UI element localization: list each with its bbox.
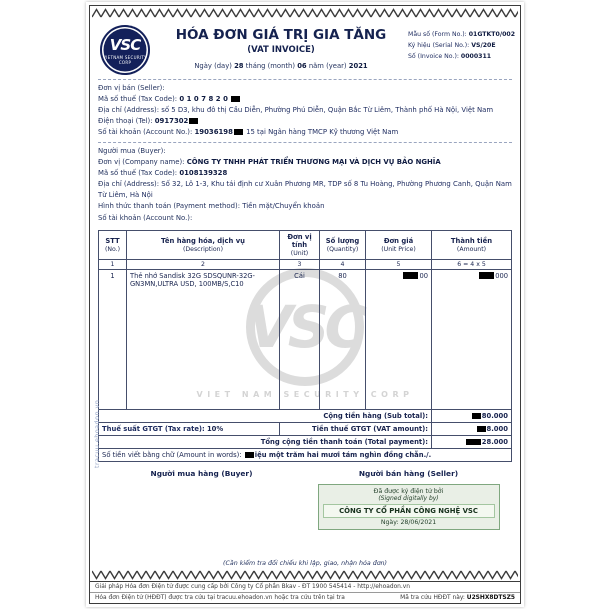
year-value: 2021	[348, 62, 368, 70]
col-header-stt	[99, 230, 127, 259]
amount-in-words-value: iệu một trăm hai mươi tám nghìn đồng chẵn./.	[254, 451, 432, 460]
month-value: 06	[297, 62, 307, 70]
vsc-logo-text: VSC	[109, 35, 141, 54]
redaction	[466, 439, 481, 446]
form-no-value: 01GTKT0/002	[468, 31, 516, 38]
col-header-unit-price-sub: (Unit Price)	[381, 245, 416, 253]
col-num-4: 4	[320, 259, 366, 269]
subtotal-visible: 80.000	[481, 412, 508, 421]
lookup-code-label: Mã tra cứu HĐĐT này:	[400, 595, 465, 601]
lookup-code-wrap	[400, 595, 515, 601]
item-unit-price-visible: 00	[419, 271, 428, 280]
signature-section	[98, 469, 512, 530]
redaction	[477, 426, 486, 433]
buyer-address-value: Số 32, Lô 1-3, Khu tái định cư Xuân Phương MR, TDP số 8 Tu Hoàng, Phường Phương Canh, Quận Nam Từ Liêm, Hà Nội	[98, 180, 512, 200]
form-no-label: Mẫu số (Form No.):	[408, 31, 467, 38]
col-header-stt-name: STT	[105, 236, 120, 245]
seller-tax-line	[98, 94, 512, 105]
redaction	[479, 272, 494, 279]
col-header-unit	[280, 230, 320, 259]
payment-method-value: Tiền mặt/Chuyển khoản	[242, 202, 325, 211]
buyer-signature-title: Người mua hàng (Buyer)	[150, 469, 253, 479]
invoice-no-value: 0000311	[460, 53, 492, 61]
serial-no-label: Ký hiệu (Serial No.):	[408, 42, 470, 50]
col-header-amount-name: Thành tiền	[450, 236, 493, 245]
signed-by-label-en: (Signed digitally by)	[378, 495, 439, 503]
col-num-2: 2	[127, 259, 280, 269]
seller-tel-label: Điện thoại (Tel):	[98, 117, 153, 126]
column-number-row	[99, 259, 512, 269]
item-row	[99, 269, 512, 290]
item-amount-visible: 000	[495, 271, 508, 280]
invoice-title: HÓA ĐƠN GIÁ TRỊ GIA TĂNG	[175, 27, 387, 43]
month-label: tháng (month)	[245, 62, 296, 70]
redaction	[234, 129, 243, 136]
signed-by-label: Đã được ký điện tử bởi	[373, 488, 444, 496]
provider-line: Giải pháp Hóa đơn Điện tử được cung cấp bởi Công ty Cổ phần Bkav - ĐT 1900 545414 - http://ehoadon.vn	[90, 582, 520, 593]
digital-signature-box	[318, 484, 500, 530]
empty-cell	[432, 290, 512, 410]
seller-section	[98, 79, 512, 142]
payment-method-label: Hình thức thanh toán (Payment method):	[98, 202, 241, 211]
empty-cell	[99, 290, 127, 410]
amount-in-words-label: Số tiền viết bằng chữ (Amount in words):	[102, 451, 242, 460]
seller-address-label: Địa chỉ (Address):	[98, 106, 160, 115]
invoice-no-row	[408, 51, 512, 62]
redaction	[245, 452, 254, 459]
buyer-section	[98, 142, 512, 227]
lookup-line-row	[90, 593, 520, 603]
seller-address-value: số 5 D3, khu đô thị Cầu Diễn, Phường Phú Diễn, Quận Bắc Từ Liêm, Thành phố Hà Nội, Việt Nam	[161, 106, 494, 115]
buyer-company-value: CÔNG TY TNHH PHÁT TRIỂN THƯƠNG MẠI VÀ DỊCH VỤ BẢO NGHĨA	[186, 158, 441, 167]
item-unit-price	[366, 269, 432, 290]
buyer-label: Người mua (Buyer):	[98, 147, 166, 156]
buyer-name-line	[98, 146, 512, 157]
col-header-description	[127, 230, 280, 259]
invoice-header	[98, 20, 516, 75]
invoice-content	[90, 18, 520, 557]
side-lookup-text: tracuu.ehoadon.vn	[93, 399, 101, 468]
tax-rate-value: 10%	[206, 425, 224, 434]
check-note: (Cần kiểm tra đối chiếu khi lập, giao, nhận hóa đơn)	[223, 560, 387, 567]
lookup-line: Hóa đơn Điện tử (HĐĐT) được tra cứu tại tracuu.ehoadon.vn hoặc tra cứu trên tại tra	[95, 595, 345, 601]
col-header-unit-price	[366, 230, 432, 259]
vsc-watermark-caption: VIET NAM SECURITY CORP	[196, 390, 414, 399]
items-table	[98, 230, 512, 463]
empty-rows-area	[99, 290, 512, 410]
day-value: 28	[234, 62, 244, 70]
empty-cell	[280, 290, 320, 410]
seller-tax-label: Mã số thuế (Tax Code):	[98, 95, 178, 104]
vat-value	[432, 423, 512, 436]
buyer-company-label: Đơn vị (Company name):	[98, 158, 185, 167]
redaction	[472, 413, 481, 420]
buyer-account-line	[98, 213, 512, 224]
tax-rate-cell	[99, 423, 280, 436]
item-amount	[432, 269, 512, 290]
buyer-tax-line	[98, 168, 512, 179]
buyer-tax-label: Mã số thuế (Tax Code):	[98, 169, 178, 178]
vsc-logo-caption: VIETNAM SECURITY CORP	[103, 54, 147, 65]
subtotal-row	[99, 410, 512, 423]
empty-cell	[366, 290, 432, 410]
zigzag-fill	[92, 570, 518, 580]
empty-cell	[127, 290, 280, 410]
invoice-no-label: Số (Invoice No.):	[408, 53, 459, 61]
table-header-row	[99, 230, 512, 259]
redaction	[403, 272, 418, 279]
seller-account-label: Số tài khoản (Account No.):	[98, 128, 193, 137]
col-header-description-name: Tên hàng hóa, dịch vụ	[161, 236, 245, 245]
col-num-1: 1	[99, 259, 127, 269]
zigzag-border-top-icon	[92, 8, 518, 18]
signed-date: Ngày: 28/06/2021	[380, 519, 437, 527]
col-header-description-sub: (Description)	[182, 245, 224, 253]
col-header-amount-sub: (Amount)	[456, 245, 487, 253]
empty-cell	[320, 290, 366, 410]
vat-row	[99, 423, 512, 436]
col-header-unit-name: Đơn vị tính	[287, 232, 312, 249]
redaction	[231, 96, 240, 103]
col-num-5: 5	[366, 259, 432, 269]
col-header-quantity-sub: (Quantity)	[326, 245, 359, 253]
col-header-quantity-name: Số lượng	[325, 236, 360, 245]
redaction	[189, 118, 198, 125]
item-unit: Cái	[280, 269, 320, 290]
total-payment-visible: 28.000	[481, 438, 508, 447]
serial-no-row	[408, 40, 512, 51]
day-label: Ngày (day)	[194, 62, 232, 70]
total-payment-row	[99, 436, 512, 449]
buyer-address-label: Địa chỉ (Address):	[98, 180, 160, 189]
col-header-quantity	[320, 230, 366, 259]
buyer-payment-line	[98, 201, 512, 212]
subtotal-value	[432, 410, 512, 423]
total-payment-label: Tổng cộng tiền thanh toán (Total payment):	[99, 436, 432, 449]
invoice-paper	[86, 2, 524, 607]
title-block	[154, 20, 408, 70]
signed-company-name: CÔNG TY CỔ PHẦN CÔNG NGHỆ VSC	[323, 504, 495, 518]
subtotal-label: Cộng tiền hàng (Sub total):	[99, 410, 432, 423]
item-description: Thẻ nhớ Sandisk 32G SDSQUNR-32G-GN3MN,ULTRA USD, 100MB/S,C10	[127, 269, 280, 290]
col-num-6: 6 = 4 x 5	[432, 259, 512, 269]
seller-name-line	[98, 83, 512, 94]
buyer-address-line	[98, 179, 512, 201]
vsc-watermark-text: VSC	[247, 293, 363, 361]
amount-in-words-row	[99, 449, 512, 462]
lookup-code: U2SHX8DTSZ5	[466, 595, 515, 601]
seller-label: Đơn vị bán (Seller):	[98, 84, 165, 92]
buyer-tax-value: 0108139328	[179, 169, 228, 178]
invoice-border-frame	[89, 5, 521, 604]
col-header-unit-price-name: Đơn giá	[383, 236, 414, 245]
tax-rate-label: Thuế suất GTGT (Tax rate):	[102, 425, 205, 434]
buyer-signature-area	[98, 469, 305, 530]
total-payment-value	[432, 436, 512, 449]
seller-signature-title: Người bán hàng (Seller)	[358, 469, 459, 479]
seller-bank-value: 15 tại Ngân hàng TMCP Kỹ thương Việt Nam	[246, 128, 399, 137]
vsc-logo-icon	[100, 25, 150, 75]
zigzag-fill	[92, 8, 518, 18]
vat-label: Tiền thuế GTGT (VAT amount):	[280, 423, 432, 436]
buyer-company-line	[98, 157, 512, 168]
form-no-row	[408, 29, 516, 40]
col-header-stt-sub: (No.)	[104, 245, 121, 253]
col-header-amount	[432, 230, 512, 259]
zigzag-border-bottom-icon	[92, 570, 518, 580]
invoice-date-line	[154, 62, 408, 70]
seller-address-line	[98, 105, 512, 116]
invoice-footer	[90, 581, 520, 603]
invoice-subtitle: (VAT INVOICE)	[247, 45, 315, 55]
vat-visible: 8.000	[486, 425, 508, 434]
serial-no-value: VS/20E	[471, 42, 496, 50]
seller-tel-line	[98, 116, 512, 127]
seller-signature-area	[305, 469, 512, 530]
seller-account-line	[98, 127, 512, 138]
amount-in-words-cell	[99, 449, 512, 462]
seller-account-value: 19036198	[194, 128, 233, 137]
item-quantity: 80	[320, 269, 366, 290]
col-num-3: 3	[280, 259, 320, 269]
buyer-account-label: Số tài khoản (Account No.):	[98, 213, 193, 222]
col-header-unit-sub: (Unit)	[290, 249, 309, 257]
year-label: năm (year)	[308, 62, 347, 70]
item-stt: 1	[99, 269, 127, 290]
invoice-meta-block	[408, 29, 516, 62]
seller-tel-value: 0917302	[154, 117, 189, 126]
seller-tax-value: 0107820	[179, 95, 231, 104]
